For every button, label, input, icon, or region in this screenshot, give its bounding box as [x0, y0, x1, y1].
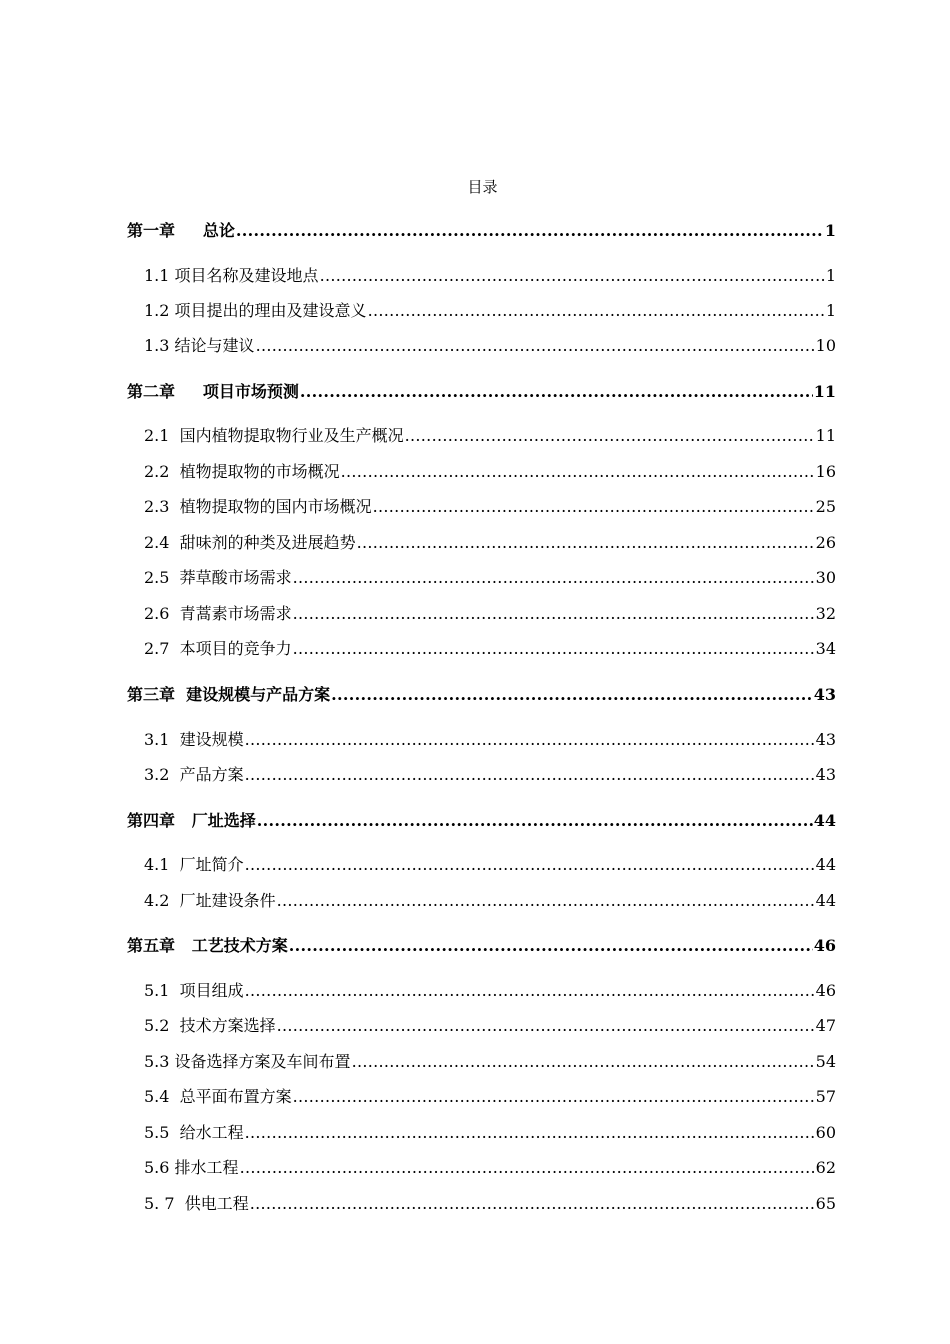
- toc-entry-number: 5.3: [144, 1052, 170, 1071]
- toc-page-number: 10: [815, 336, 836, 355]
- toc-page-number: 57: [815, 1087, 836, 1106]
- toc-dot-leader: [277, 889, 815, 913]
- toc-chapter-entry[interactable]: [127, 934, 836, 958]
- toc-section-entry[interactable]: [144, 460, 836, 484]
- toc-entry-gap: [169, 1014, 179, 1038]
- toc-dot-leader: [289, 934, 813, 958]
- toc-entry-gap: [169, 602, 179, 626]
- toc-page-number: 1: [824, 221, 836, 240]
- toc-entry-label: 给水工程: [179, 1123, 244, 1142]
- toc-section-entry[interactable]: [144, 495, 836, 519]
- toc-dot-leader: [250, 1192, 815, 1216]
- toc-entry-number: 4.1: [144, 855, 170, 874]
- toc-dot-leader: [256, 334, 815, 358]
- toc-dot-leader: [293, 1085, 815, 1109]
- toc-page-number: 43: [815, 730, 836, 749]
- toc-page-number: 43: [813, 685, 836, 704]
- toc-page-number: 44: [815, 855, 836, 874]
- toc-dot-leader: [245, 1121, 815, 1145]
- toc-entry-gap: [175, 683, 186, 707]
- toc-section-entry[interactable]: [144, 1156, 836, 1180]
- toc-entry-label: 甜味剂的种类及进展趋势: [179, 533, 356, 552]
- toc-dot-leader: [245, 728, 815, 752]
- toc-page-number: 60: [815, 1123, 836, 1142]
- toc-page-number: 16: [815, 462, 836, 481]
- toc-entry-label: 厂址选择: [191, 811, 256, 830]
- toc-entry-number: 第四章: [127, 811, 176, 830]
- toc-entry-gap: [169, 424, 179, 448]
- toc-entry-number: 2.7: [144, 639, 170, 658]
- toc-entry-label: 总平面布置方案: [179, 1087, 292, 1106]
- toc-page-number: 54: [815, 1052, 836, 1071]
- toc-entry-number: 2.6: [144, 604, 170, 623]
- toc-entry-gap: [169, 763, 179, 787]
- toc-entry-number: 2.1: [144, 426, 170, 445]
- toc-page-number: 62: [815, 1158, 836, 1177]
- toc-entry-label: 项目名称及建设地点: [174, 266, 319, 285]
- toc-entry-label: 厂址简介: [179, 855, 244, 874]
- toc-section-entry[interactable]: [144, 1192, 836, 1216]
- toc-entry-number: 5.6: [144, 1158, 170, 1177]
- toc-section-entry[interactable]: [144, 424, 836, 448]
- toc-dot-leader: [293, 566, 815, 590]
- toc-entry-number: 1.1: [144, 266, 170, 285]
- toc-page-number: 25: [815, 497, 836, 516]
- toc-dot-leader: [373, 495, 815, 519]
- toc-entry-number: 第一章: [127, 221, 176, 240]
- toc-section-entry[interactable]: [144, 299, 836, 323]
- toc-entry-gap: [169, 728, 179, 752]
- toc-page-number: 43: [815, 765, 836, 784]
- toc-entry-gap: [175, 809, 192, 833]
- toc-entry-number: 3.2: [144, 765, 170, 784]
- toc-chapter-entry[interactable]: [127, 809, 836, 833]
- toc-entry-gap: [169, 495, 179, 519]
- toc-page-number: 44: [815, 891, 836, 910]
- toc-section-entry[interactable]: [144, 334, 836, 358]
- toc-entry-label: 建设规模: [179, 730, 244, 749]
- toc-dot-leader: [293, 602, 815, 626]
- toc-entry-gap: [169, 889, 179, 913]
- toc-entry-label: 项目组成: [179, 981, 244, 1000]
- toc-dot-leader: [368, 299, 825, 323]
- toc-entry-label: 排水工程: [174, 1158, 239, 1177]
- toc-page-number: 65: [815, 1194, 836, 1213]
- toc-entry-gap: [169, 979, 179, 1003]
- toc-entry-number: 2.2: [144, 462, 170, 481]
- toc-page-number: 11: [815, 426, 836, 445]
- toc-entry-gap: [175, 219, 203, 243]
- toc-section-entry[interactable]: [144, 566, 836, 590]
- toc-entry-label: 设备选择方案及车间布置: [174, 1052, 351, 1071]
- toc-entry-number: 第五章: [127, 936, 176, 955]
- toc-entry-gap: [175, 934, 192, 958]
- toc-page-number: 26: [815, 533, 836, 552]
- toc-dot-leader: [405, 424, 815, 448]
- toc-dot-leader: [293, 637, 815, 661]
- toc-entry-number: 2.4: [144, 533, 170, 552]
- toc-entry-number: 5.2: [144, 1016, 170, 1035]
- toc-entry-number: 2.5: [144, 568, 170, 587]
- toc-section-entry[interactable]: [144, 1014, 836, 1038]
- toc-entry-gap: [169, 460, 179, 484]
- toc-entry-label: 项目市场预测: [202, 382, 299, 401]
- toc-dot-leader: [357, 531, 815, 555]
- toc-entry-label: 项目提出的理由及建设意义: [174, 301, 367, 320]
- toc-section-entry[interactable]: [144, 1085, 836, 1109]
- toc-entry-number: 4.2: [144, 891, 170, 910]
- toc-entry-label: 供电工程: [184, 1194, 249, 1213]
- toc-entry-label: 本项目的竞争力: [179, 639, 292, 658]
- toc-section-entry[interactable]: [144, 979, 836, 1003]
- toc-dot-leader: [331, 683, 813, 707]
- toc-entry-number: 5. 7: [144, 1194, 175, 1213]
- toc-entry-number: 第三章: [127, 685, 176, 704]
- toc-page-number: 46: [813, 936, 836, 955]
- toc-dot-leader: [320, 264, 825, 288]
- toc-entry-label: 产品方案: [179, 765, 244, 784]
- toc-dot-leader: [245, 853, 815, 877]
- toc-page-number: 30: [815, 568, 836, 587]
- toc-dot-leader: [257, 809, 813, 833]
- toc-entry-number: 5.5: [144, 1123, 170, 1142]
- toc-dot-leader: [245, 979, 815, 1003]
- toc-section-entry[interactable]: [144, 728, 836, 752]
- toc-title: 目录: [467, 178, 498, 196]
- toc-dot-leader: [245, 763, 815, 787]
- toc-entry-number: 5.4: [144, 1087, 170, 1106]
- toc-entry-number: 3.1: [144, 730, 170, 749]
- toc-dot-leader: [341, 460, 815, 484]
- toc-entry-number: 第二章: [127, 382, 176, 401]
- toc-entry-number: 1.2: [144, 301, 170, 320]
- toc-section-entry[interactable]: [144, 853, 836, 877]
- toc-page-number: 46: [815, 981, 836, 1000]
- toc-entry-label: 结论与建议: [174, 336, 255, 355]
- toc-entry-gap: [169, 1085, 179, 1109]
- toc-dot-leader: [352, 1050, 815, 1074]
- toc-page-number: 44: [813, 811, 836, 830]
- toc-page-number: 1: [825, 301, 836, 320]
- toc-section-entry[interactable]: [144, 637, 836, 661]
- toc-entry-label: 植物提取物的国内市场概况: [179, 497, 372, 516]
- toc-section-entry[interactable]: [144, 1050, 836, 1074]
- toc-section-entry[interactable]: [144, 763, 836, 787]
- toc-chapter-entry[interactable]: [127, 219, 836, 243]
- toc-entry-label: 莽草酸市场需求: [179, 568, 292, 587]
- toc-page-number: 1: [825, 266, 836, 285]
- toc-entry-gap: [169, 1121, 179, 1145]
- toc-page-number: 47: [815, 1016, 836, 1035]
- toc-page-number: 32: [815, 604, 836, 623]
- toc-entry-label: 青蒿素市场需求: [179, 604, 292, 623]
- toc-entry-gap: [175, 380, 203, 404]
- toc-chapter-entry[interactable]: [127, 683, 836, 707]
- toc-dot-leader: [240, 1156, 815, 1180]
- toc-section-entry[interactable]: [144, 531, 836, 555]
- toc-entry-gap: [169, 637, 179, 661]
- toc-entry-label: 总论: [202, 221, 235, 240]
- toc-entry-number: 2.3: [144, 497, 170, 516]
- toc-entry-number: 5.1: [144, 981, 170, 1000]
- toc-entry-label: 植物提取物的市场概况: [179, 462, 340, 481]
- toc-chapter-entry[interactable]: [127, 380, 836, 404]
- toc-entry-gap: [169, 531, 179, 555]
- toc-section-entry[interactable]: [144, 889, 836, 913]
- toc-dot-leader: [277, 1014, 815, 1038]
- toc-entry-label: 厂址建设条件: [179, 891, 276, 910]
- toc-dot-leader: [300, 380, 813, 404]
- toc-entry-label: 工艺技术方案: [191, 936, 288, 955]
- toc-entry-gap: [169, 566, 179, 590]
- toc-entry-gap: [175, 1192, 185, 1216]
- toc-dot-leader: [236, 219, 824, 243]
- toc-entry-gap: [169, 853, 179, 877]
- toc-section-entry[interactable]: [144, 1121, 836, 1145]
- toc-entry-label: 建设规模与产品方案: [186, 685, 331, 704]
- toc-page-number: 11: [813, 382, 836, 401]
- toc-entry-label: 技术方案选择: [179, 1016, 276, 1035]
- toc-section-entry[interactable]: [144, 264, 836, 288]
- toc-page-number: 34: [815, 639, 836, 658]
- toc-section-entry[interactable]: [144, 602, 836, 626]
- toc-entry-label: 国内植物提取物行业及生产概况: [179, 426, 404, 445]
- toc-entry-number: 1.3: [144, 336, 170, 355]
